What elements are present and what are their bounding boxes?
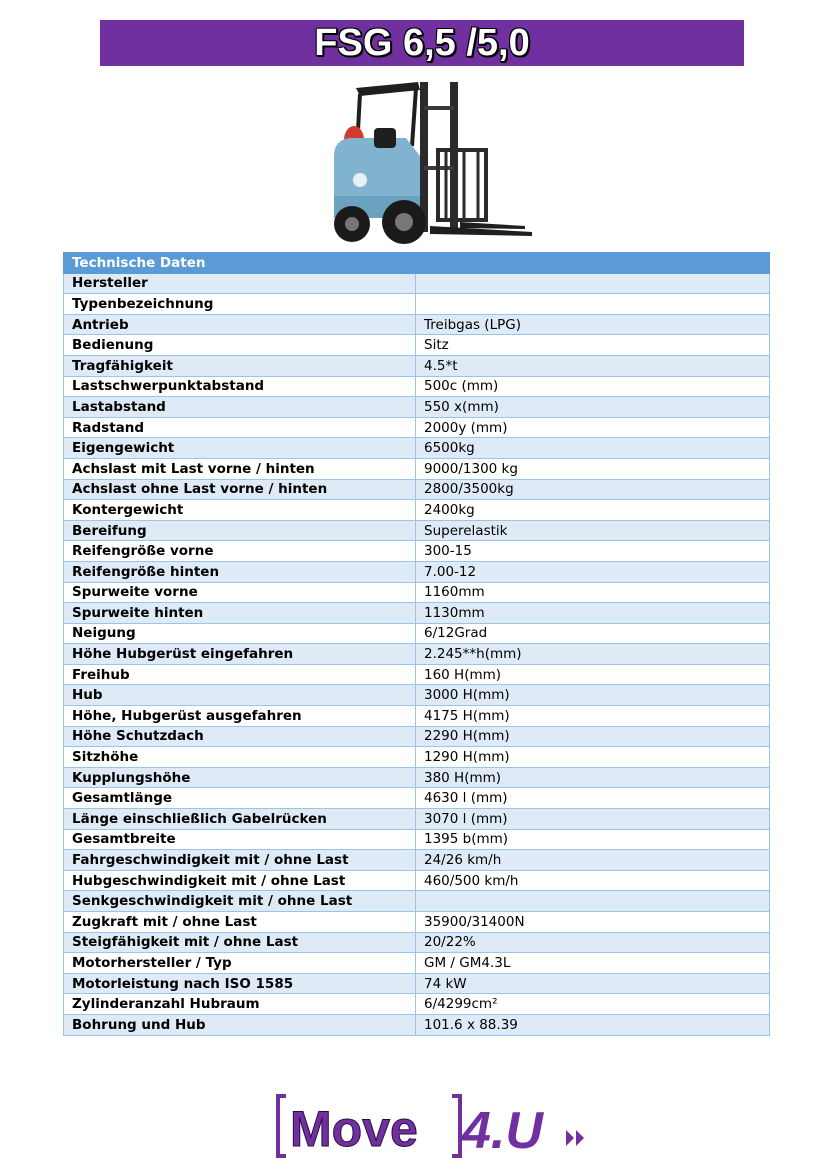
row-label: Achslast mit Last vorne / hinten [64, 458, 416, 479]
page-title: FSG 6,5 /5,0 [314, 21, 530, 64]
row-label: Kontergewicht [64, 500, 416, 521]
row-label: Steigfähigkeit mit / ohne Last [64, 932, 416, 953]
row-value: 4630 l (mm) [416, 788, 770, 809]
row-label: Spurweite vorne [64, 582, 416, 603]
row-value: 6/4299cm² [416, 994, 770, 1015]
row-label: Bohrung und Hub [64, 1014, 416, 1035]
table-row [64, 561, 770, 582]
table-row [64, 397, 770, 418]
table-row [64, 664, 770, 685]
chevron-right-icon [566, 1130, 574, 1146]
table-row [64, 355, 770, 376]
table-row [64, 973, 770, 994]
table-row [64, 726, 770, 747]
table-row [64, 994, 770, 1015]
row-label: Motorhersteller / Typ [64, 953, 416, 974]
table-row [64, 582, 770, 603]
table-row [64, 644, 770, 665]
row-label: Höhe, Hubgerüst ausgefahren [64, 706, 416, 727]
row-label: Zylinderanzahl Hubraum [64, 994, 416, 1015]
row-value: 24/26 km/h [416, 850, 770, 871]
table-row [64, 438, 770, 459]
row-value: 160 H(mm) [416, 664, 770, 685]
row-value [416, 294, 770, 315]
table-row [64, 685, 770, 706]
row-value: 380 H(mm) [416, 767, 770, 788]
logo-4u-text: 4.U [462, 1102, 543, 1160]
row-label: Hub [64, 685, 416, 706]
table-row [64, 623, 770, 644]
table-row [64, 912, 770, 933]
row-label: Höhe Schutzdach [64, 726, 416, 747]
row-value: 9000/1300 kg [416, 458, 770, 479]
row-label: Fahrgeschwindigkeit mit / ohne Last [64, 850, 416, 871]
row-label: Freihub [64, 664, 416, 685]
row-label: Tragfähigkeit [64, 355, 416, 376]
table-row [64, 376, 770, 397]
row-value [416, 891, 770, 912]
row-label: Höhe Hubgerüst eingefahren [64, 644, 416, 665]
title-bar [100, 20, 744, 66]
row-value: 20/22% [416, 932, 770, 953]
table-header-label: Technische Daten [64, 253, 416, 274]
table-header-value [416, 253, 770, 274]
spec-table [63, 252, 770, 1036]
row-value: 460/500 km/h [416, 870, 770, 891]
row-value: 2800/3500kg [416, 479, 770, 500]
row-value: 1290 H(mm) [416, 747, 770, 768]
row-value: 500c (mm) [416, 376, 770, 397]
table-row [64, 788, 770, 809]
chevron-right-icon [576, 1130, 584, 1146]
row-label: Motorleistung nach ISO 1585 [64, 973, 416, 994]
forklift-icon [334, 82, 532, 244]
row-value: 3000 H(mm) [416, 685, 770, 706]
row-value: GM / GM4.3L [416, 953, 770, 974]
row-label: Sitzhöhe [64, 747, 416, 768]
row-value: Treibgas (LPG) [416, 314, 770, 335]
row-label: Achslast ohne Last vorne / hinten [64, 479, 416, 500]
table-row [64, 747, 770, 768]
row-value: 7.00-12 [416, 561, 770, 582]
forklift-photo [320, 76, 540, 250]
row-value: 35900/31400N [416, 912, 770, 933]
row-label: Kupplungshöhe [64, 767, 416, 788]
row-label: Länge einschließlich Gabelrücken [64, 809, 416, 830]
row-label: Gesamtlänge [64, 788, 416, 809]
row-value: 2400kg [416, 500, 770, 521]
row-label: Neigung [64, 623, 416, 644]
table-row [64, 809, 770, 830]
row-label: Lastschwerpunktabstand [64, 376, 416, 397]
row-label: Hersteller [64, 273, 416, 294]
row-value: 3070 l (mm) [416, 809, 770, 830]
row-label: Senkgeschwindigkeit mit / ohne Last [64, 891, 416, 912]
row-value: 6500kg [416, 438, 770, 459]
row-label: Hubgeschwindigkeit mit / ohne Last [64, 870, 416, 891]
row-value: 74 kW [416, 973, 770, 994]
table-row [64, 541, 770, 562]
table-row [64, 870, 770, 891]
table-row [64, 1014, 770, 1035]
table-row [64, 273, 770, 294]
table-row [64, 335, 770, 356]
table-row [64, 932, 770, 953]
row-label: Reifengröße hinten [64, 561, 416, 582]
table-row [64, 500, 770, 521]
row-label: Gesamtbreite [64, 829, 416, 850]
row-value: Superelastik [416, 520, 770, 541]
logo-move-text: Move [290, 1101, 418, 1157]
table-row [64, 314, 770, 335]
row-label: Radstand [64, 417, 416, 438]
table-row [64, 829, 770, 850]
row-label: Bereifung [64, 520, 416, 541]
table-row [64, 767, 770, 788]
table-row [64, 417, 770, 438]
row-value: 1160mm [416, 582, 770, 603]
table-row [64, 891, 770, 912]
table-row [64, 603, 770, 624]
table-header [64, 253, 770, 274]
table-row [64, 479, 770, 500]
row-label: Antrieb [64, 314, 416, 335]
row-value: 6/12Grad [416, 623, 770, 644]
row-value: 2290 H(mm) [416, 726, 770, 747]
row-value: 101.6 x 88.39 [416, 1014, 770, 1035]
table-row [64, 953, 770, 974]
row-value: 1130mm [416, 603, 770, 624]
row-label: Bedienung [64, 335, 416, 356]
row-label: Zugkraft mit / ohne Last [64, 912, 416, 933]
row-value [416, 273, 770, 294]
row-value: 4.5*t [416, 355, 770, 376]
row-value: 2.245**h(mm) [416, 644, 770, 665]
table-row [64, 706, 770, 727]
table-row [64, 850, 770, 871]
row-value: Sitz [416, 335, 770, 356]
row-value: 300-15 [416, 541, 770, 562]
row-value: 4175 H(mm) [416, 706, 770, 727]
table-row [64, 520, 770, 541]
row-value: 1395 b(mm) [416, 829, 770, 850]
row-value: 550 x(mm) [416, 397, 770, 418]
table-row [64, 458, 770, 479]
move4u-logo [276, 1092, 586, 1160]
table-row [64, 294, 770, 315]
row-label: Spurweite hinten [64, 603, 416, 624]
row-label: Eigengewicht [64, 438, 416, 459]
row-label: Lastabstand [64, 397, 416, 418]
row-value: 2000y (mm) [416, 417, 770, 438]
row-label: Typenbezeichnung [64, 294, 416, 315]
row-label: Reifengröße vorne [64, 541, 416, 562]
